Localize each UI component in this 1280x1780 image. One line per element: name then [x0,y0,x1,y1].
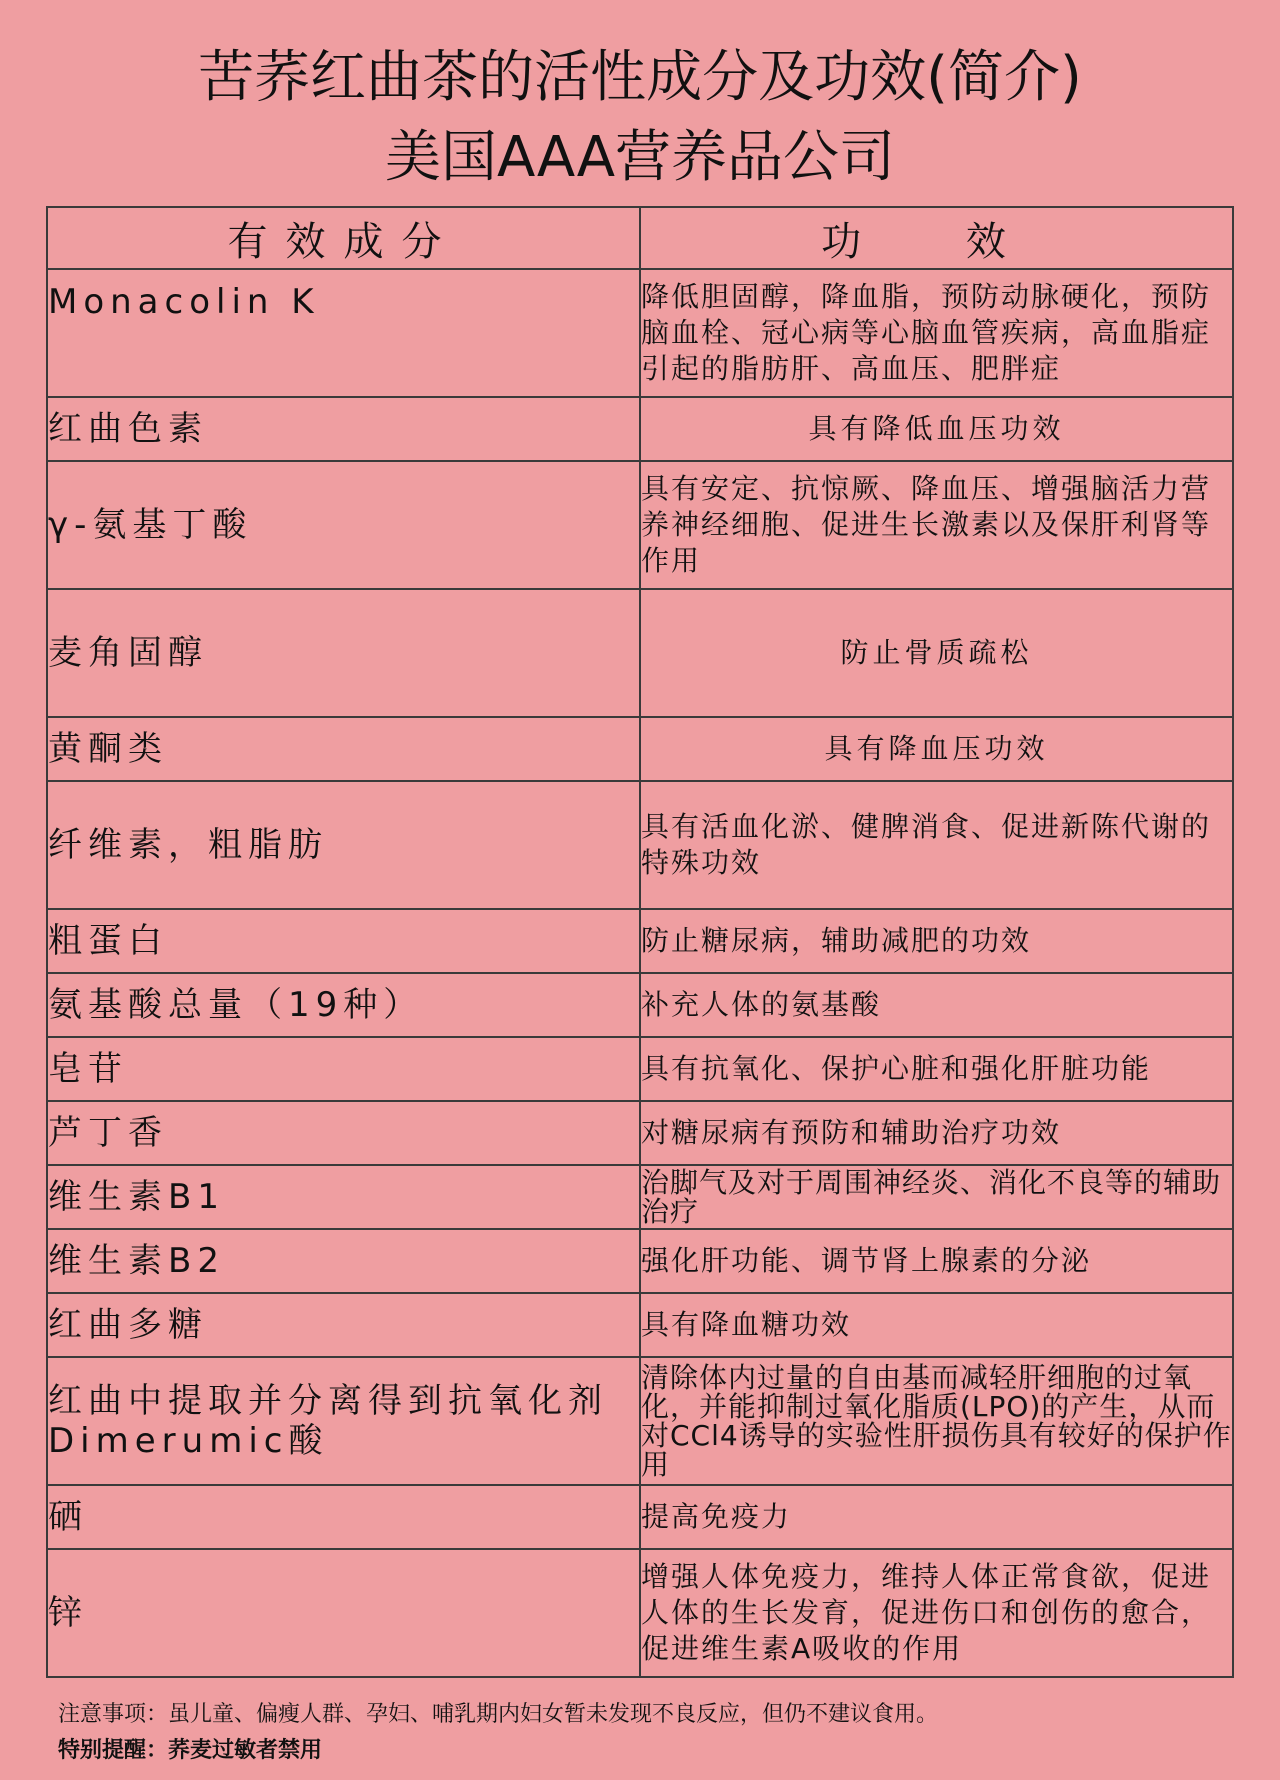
table-row [47,1037,1233,1101]
table-row [47,1229,1233,1293]
table-row [47,1293,1233,1357]
header-effect: 功 效 [640,207,1233,269]
caution-note: 注意事项：虽儿童、偏瘦人群、孕妇、哺乳期内妇女暂未发现不良反应，但仍不建议食用。 [58,1702,939,1727]
effect-cell: 增强人体免疫力，维持人体正常食欲，促进人体的生长发育，促进伤口和创伤的愈合，促进维生素A吸收的作用 [640,1549,1233,1677]
allergy-warning: 特别提醒：荞麦过敏者禁用 [58,1738,323,1763]
ingredient-cell: 维生素B2 [47,1229,640,1293]
table-row [47,717,1233,781]
effect-cell: 防止骨质疏松 [640,589,1233,717]
table-row [47,397,1233,461]
effect-cell: 强化肝功能、调节肾上腺素的分泌 [640,1229,1233,1293]
effect-cell: 具有安定、抗惊厥、降血压、增强脑活力营养神经细胞、促进生长激素以及保肝利肾等作用 [640,461,1233,589]
page-title: 苦荞红曲茶的活性成分及功效(简介) [198,45,1082,110]
ingredient-cell: 皂苷 [47,1037,640,1101]
ingredient-cell: 纤维素，粗脂肪 [47,781,640,909]
effect-cell: 治脚气及对于周围神经炎、消化不良等的辅助治疗 [640,1165,1233,1229]
ingredient-cell: 红曲多糖 [47,1293,640,1357]
ingredient-cell: 红曲中提取并分离得到抗氧化剂Dimerumic酸 [47,1357,640,1485]
effect-cell: 对糖尿病有预防和辅助治疗功效 [640,1101,1233,1165]
ingredient-cell: 黄酮类 [47,717,640,781]
table-row [47,1165,1233,1229]
effect-cell: 具有抗氧化、保护心脏和强化肝脏功能 [640,1037,1233,1101]
ingredient-cell: 红曲色素 [47,397,640,461]
effect-cell: 提高免疫力 [640,1485,1233,1549]
ingredient-cell: 芦丁香 [47,1101,640,1165]
ingredient-cell: γ-氨基丁酸 [47,461,640,589]
table-row [47,973,1233,1037]
notes-section [58,1697,1258,1769]
table-header-row [47,207,1233,269]
table-row [47,1101,1233,1165]
ingredient-cell: 氨基酸总量（19种） [47,973,640,1037]
table-row [47,461,1233,589]
table-row [47,1549,1233,1677]
ingredient-cell: 锌 [47,1549,640,1677]
header-ingredient: 有效成分 [47,207,640,269]
table-row [47,1485,1233,1549]
table-row [47,781,1233,909]
ingredient-cell: 粗蛋白 [47,909,640,973]
table-row [47,589,1233,717]
ingredient-cell: 硒 [47,1485,640,1549]
ingredient-cell: 麦角固醇 [47,589,640,717]
table-row [47,1357,1233,1485]
company-name: 美国AAA营养品公司 [384,125,896,190]
effect-cell: 具有降血压功效 [640,717,1233,781]
effect-cell: 防止糖尿病，辅助减肥的功效 [640,909,1233,973]
effect-cell: 具有降低血压功效 [640,397,1233,461]
ingredients-table [46,206,1234,1678]
table-row [47,909,1233,973]
ingredient-cell: 维生素B1 [47,1165,640,1229]
effect-cell: 降低胆固醇，降血脂，预防动脉硬化，预防脑血栓、冠心病等心脑血管疾病，高血脂症引起的脂肪肝、高血压、肥胖症 [640,269,1233,397]
effect-cell: 具有活血化淤、健脾消食、促进新陈代谢的特殊功效 [640,781,1233,909]
table-row [47,269,1233,397]
effect-cell: 清除体内过量的自由基而减轻肝细胞的过氧化，并能抑制过氧化脂质(LPO)的产生，从而对CCl4诱导的实验性肝损伤具有较好的保护作用 [640,1357,1233,1485]
ingredient-cell: Monacolin K [47,269,640,397]
effect-cell: 补充人体的氨基酸 [640,973,1233,1037]
effect-cell: 具有降血糖功效 [640,1293,1233,1357]
